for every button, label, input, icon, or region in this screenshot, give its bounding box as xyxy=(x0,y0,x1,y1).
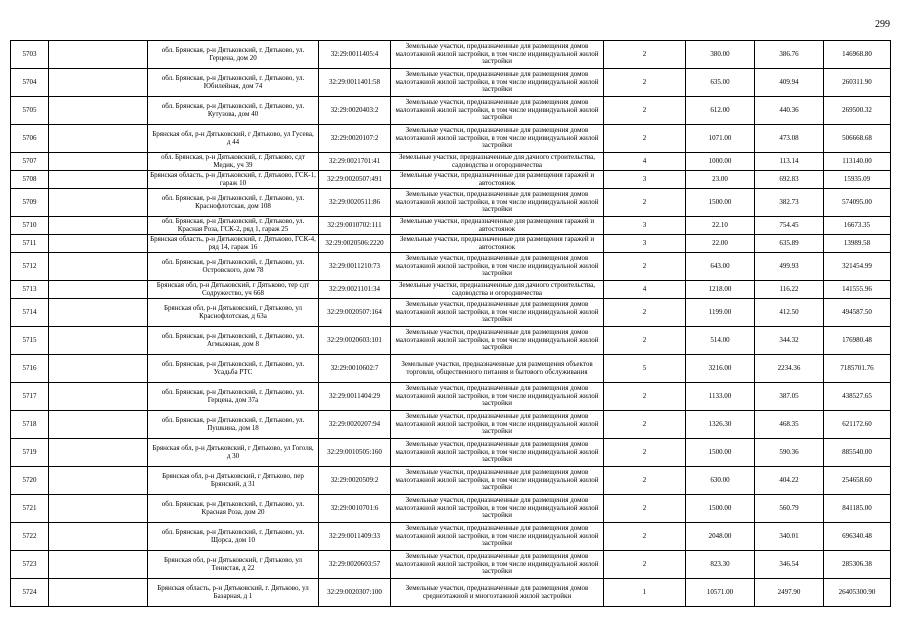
cadastral-number-cell: 32:29:0021701:41 xyxy=(319,153,391,171)
cadastral-number-cell: 32:29:0020603:57 xyxy=(319,551,391,579)
table-row xyxy=(11,171,891,189)
cadastral-value-cell: 7185701.76 xyxy=(824,355,891,383)
group-cell: 4 xyxy=(604,153,686,171)
address-cell: обл. Брянская, р-н Дятьковский, г. Дятьково, ул. Островского, дом 78 xyxy=(148,253,319,281)
specific-value-cell: 754.45 xyxy=(755,217,824,235)
blank-cell xyxy=(49,327,148,355)
table-row xyxy=(11,235,891,253)
table-row xyxy=(11,383,891,411)
cadastral-value-cell: 885540.00 xyxy=(824,439,891,467)
blank-cell xyxy=(49,125,148,153)
specific-value-cell: 412.50 xyxy=(755,299,824,327)
cadastral-value-cell: 621172.60 xyxy=(824,411,891,439)
cadastral-value-cell: 254658.60 xyxy=(824,467,891,495)
land-use-cell: Земельные участки, предназначенные для размещения домов малоэтажной жилой застройки, в том числе индивидуальной жилой застройки xyxy=(391,125,604,153)
row-number: 5713 xyxy=(11,281,49,299)
land-use-cell: Земельные участки, предназначенные для размещения домов малоэтажной жилой застройки, в том числе индивидуальной жилой застройки xyxy=(391,495,604,523)
area-cell: 1326.30 xyxy=(686,411,755,439)
specific-value-cell: 346.54 xyxy=(755,551,824,579)
specific-value-cell: 590.36 xyxy=(755,439,824,467)
area-cell: 1071.00 xyxy=(686,125,755,153)
blank-cell xyxy=(49,235,148,253)
table-row xyxy=(11,97,891,125)
cadastral-value-cell: 113140.00 xyxy=(824,153,891,171)
row-number: 5712 xyxy=(11,253,49,281)
address-cell: обл. Брянская, р-н Дятьковский, г. Дятьково, ул. Герцена, дом 37а xyxy=(148,383,319,411)
land-use-cell: Земельные участки, предназначенные для размещения домов малоэтажной жилой застройки, в том числе индивидуальной жилой застройки xyxy=(391,439,604,467)
cadastral-value-cell: 16673.35 xyxy=(824,217,891,235)
address-cell: Брянская обл, р-н Дятьковский, г Дятьково, пер Брянский, д 31 xyxy=(148,467,319,495)
group-cell: 2 xyxy=(604,383,686,411)
cadastral-value-cell: 696340.48 xyxy=(824,523,891,551)
group-cell: 2 xyxy=(604,439,686,467)
land-use-cell: Земельные участки, предназначенные для размещения объектов торговли, общественного питания и бытового обслуживания xyxy=(391,355,604,383)
row-number: 5706 xyxy=(11,125,49,153)
blank-cell xyxy=(49,467,148,495)
land-use-cell: Земельные участки, предназначенные для размещения домов малоэтажной жилой застройки, в том числе индивидуальной жилой застройки xyxy=(391,41,604,69)
row-number: 5720 xyxy=(11,467,49,495)
cadastral-value-cell: 26405300.90 xyxy=(824,579,891,607)
area-cell: 643.00 xyxy=(686,253,755,281)
specific-value-cell: 692.83 xyxy=(755,171,824,189)
table-row xyxy=(11,411,891,439)
area-cell: 612.00 xyxy=(686,97,755,125)
row-number: 5710 xyxy=(11,217,49,235)
group-cell: 2 xyxy=(604,41,686,69)
area-cell: 823.30 xyxy=(686,551,755,579)
land-use-cell: Земельные участки, предназначенные для размещения домов малоэтажной жилой застройки, в том числе индивидуальной жилой застройки xyxy=(391,467,604,495)
table-row xyxy=(11,467,891,495)
row-number: 5709 xyxy=(11,189,49,217)
address-cell: Брянская обл, р-н Дятьковский, г Дятьково, ул Краснофлотская, д 63а xyxy=(148,299,319,327)
land-use-cell: Земельные участки, предназначенные для размещения домов малоэтажной жилой застройки, в том числе индивидуальной жилой застройки xyxy=(391,189,604,217)
row-number: 5722 xyxy=(11,523,49,551)
area-cell: 1500.00 xyxy=(686,439,755,467)
area-cell: 22.00 xyxy=(686,235,755,253)
address-cell: обл. Брянская, р-н Дятьковский, г. Дятьково, ул. Усадьба РТС xyxy=(148,355,319,383)
table-row xyxy=(11,189,891,217)
cadastral-value-cell: 494587.50 xyxy=(824,299,891,327)
cadastral-value-cell: 841185.00 xyxy=(824,495,891,523)
cadastral-value-cell: 141555.96 xyxy=(824,281,891,299)
blank-cell xyxy=(49,253,148,281)
address-cell: Брянская область, р-н Дятьковский, г. Дятьково, ГСК-4, ряд 14, гараж 16 xyxy=(148,235,319,253)
row-number: 5711 xyxy=(11,235,49,253)
area-cell: 23.00 xyxy=(686,171,755,189)
cadastral-value-cell: 146968.80 xyxy=(824,41,891,69)
address-cell: Брянская обл, р-н Дятьковский, г Дятьково, ул Тенистая, д 22 xyxy=(148,551,319,579)
cadastral-number-cell: 32:29:0011409:33 xyxy=(319,523,391,551)
area-cell: 1500.00 xyxy=(686,189,755,217)
cadastral-value-cell: 260311.90 xyxy=(824,69,891,97)
table-row xyxy=(11,299,891,327)
specific-value-cell: 116.22 xyxy=(755,281,824,299)
land-use-cell: Земельные участки, предназначенные для размещения домов малоэтажной жилой застройки, в том числе индивидуальной жилой застройки xyxy=(391,299,604,327)
address-cell: Брянская область, р-н Дятьковский, г. Дятьково, ул Базарная, д 1 xyxy=(148,579,319,607)
group-cell: 2 xyxy=(604,327,686,355)
area-cell: 10571.00 xyxy=(686,579,755,607)
row-number: 5721 xyxy=(11,495,49,523)
cadastral-number-cell: 32:29:0010602:7 xyxy=(319,355,391,383)
group-cell: 2 xyxy=(604,551,686,579)
cadastral-number-cell: 32:29:0020507:491 xyxy=(319,171,391,189)
cadastral-number-cell: 32:29:0011404:29 xyxy=(319,383,391,411)
row-number: 5716 xyxy=(11,355,49,383)
address-cell: обл. Брянская, р-н Дятьковский, г. Дятьково, ул. Краснофлотская, дом 108 xyxy=(148,189,319,217)
cadastral-number-cell: 32:29:0010505:160 xyxy=(319,439,391,467)
table-row xyxy=(11,253,891,281)
row-number: 5719 xyxy=(11,439,49,467)
address-cell: обл. Брянская, р-н Дятьковский, г. Дятьково, ул. Кутузова, дом 40 xyxy=(148,97,319,125)
address-cell: обл. Брянская, р-н Дятьковский, г. Дятьково, ул. Красная Роза, дом 20 xyxy=(148,495,319,523)
cadastral-value-cell: 438527.65 xyxy=(824,383,891,411)
cadastral-value-cell: 506668.68 xyxy=(824,125,891,153)
cadastral-value-cell: 13989.58 xyxy=(824,235,891,253)
blank-cell xyxy=(49,97,148,125)
cadastral-number-cell: 32:29:0021101:34 xyxy=(319,281,391,299)
address-cell: обл. Брянская, р-н Дятьковский, г. Дятьково, ул. Агмыжная, дом 8 xyxy=(148,327,319,355)
cadastral-number-cell: 32:29:0020511:86 xyxy=(319,189,391,217)
land-use-cell: Земельные участки, предназначенные для дачного строительства, садоводства и огородничества xyxy=(391,281,604,299)
blank-cell xyxy=(49,69,148,97)
address-cell: обл. Брянская, р-н Дятьковский, г. Дятьково, ул. Красная Роза, ГСК-2, ряд 1, гараж 25 xyxy=(148,217,319,235)
group-cell: 2 xyxy=(604,467,686,495)
table-row xyxy=(11,41,891,69)
specific-value-cell: 2234.36 xyxy=(755,355,824,383)
blank-cell xyxy=(49,383,148,411)
cadastral-number-cell: 32:29:0010701:6 xyxy=(319,495,391,523)
cadastral-number-cell: 32:29:0011401:58 xyxy=(319,69,391,97)
row-number: 5705 xyxy=(11,97,49,125)
address-cell: Брянская область, р-н Дятьковский, г. Дятьково, ГСК-1, гараж 10 xyxy=(148,171,319,189)
table-row xyxy=(11,495,891,523)
blank-cell xyxy=(49,495,148,523)
address-cell: Брянская обл, р-н Дятьковский, г Дятьково, ул Гусева, д 44 xyxy=(148,125,319,153)
address-cell: обл. Брянская, р-н Дятьковский, г. Дятьково, ул. Пушкина, дом 18 xyxy=(148,411,319,439)
specific-value-cell: 387.05 xyxy=(755,383,824,411)
specific-value-cell: 2497.90 xyxy=(755,579,824,607)
specific-value-cell: 468.35 xyxy=(755,411,824,439)
specific-value-cell: 499.93 xyxy=(755,253,824,281)
cadastral-value-table xyxy=(10,40,891,607)
row-number: 5703 xyxy=(11,41,49,69)
area-cell: 630.00 xyxy=(686,467,755,495)
address-cell: обл. Брянская, р-н Дятьковский, г. Дятьково, ул. Юбилейная, дом 74 xyxy=(148,69,319,97)
area-cell: 1218.00 xyxy=(686,281,755,299)
row-number: 5708 xyxy=(11,171,49,189)
specific-value-cell: 386.76 xyxy=(755,41,824,69)
land-use-cell: Земельные участки, предназначенные для размещения домов малоэтажной жилой застройки, в том числе индивидуальной жилой застройки xyxy=(391,383,604,411)
cadastral-number-cell: 32:29:0020506:2220 xyxy=(319,235,391,253)
specific-value-cell: 382.73 xyxy=(755,189,824,217)
land-use-cell: Земельные участки, предназначенные для размещения гаражей и автостоянок xyxy=(391,217,604,235)
group-cell: 2 xyxy=(604,523,686,551)
specific-value-cell: 113.14 xyxy=(755,153,824,171)
blank-cell xyxy=(49,411,148,439)
area-cell: 1000.00 xyxy=(686,153,755,171)
land-use-cell: Земельные участки, предназначенные для дачного строительства, садоводства и огородничества xyxy=(391,153,604,171)
cadastral-number-cell: 32:29:0010702:111 xyxy=(319,217,391,235)
group-cell: 3 xyxy=(604,217,686,235)
row-number: 5714 xyxy=(11,299,49,327)
table-row xyxy=(11,523,891,551)
address-cell: обл. Брянская, р-н Дятьковский, г. Дятьково, сдт Медик, уч 39 xyxy=(148,153,319,171)
blank-cell xyxy=(49,551,148,579)
table-row xyxy=(11,327,891,355)
cadastral-value-cell: 285306.38 xyxy=(824,551,891,579)
table-row xyxy=(11,355,891,383)
specific-value-cell: 473.08 xyxy=(755,125,824,153)
cadastral-number-cell: 32:29:0020207:94 xyxy=(319,411,391,439)
area-cell: 1500.00 xyxy=(686,495,755,523)
address-cell: Брянская обл, р-н Дятьковский, г Дятьково, тер сдт Содружество, уч 668 xyxy=(148,281,319,299)
area-cell: 2048.00 xyxy=(686,523,755,551)
specific-value-cell: 440.36 xyxy=(755,97,824,125)
blank-cell xyxy=(49,299,148,327)
row-number: 5715 xyxy=(11,327,49,355)
cadastral-value-cell: 574095.00 xyxy=(824,189,891,217)
blank-cell xyxy=(49,217,148,235)
specific-value-cell: 560.79 xyxy=(755,495,824,523)
cadastral-number-cell: 32:29:0011210:73 xyxy=(319,253,391,281)
group-cell: 4 xyxy=(604,281,686,299)
land-use-cell: Земельные участки, предназначенные для размещения домов малоэтажной жилой застройки, в том числе индивидуальной жилой застройки xyxy=(391,411,604,439)
group-cell: 2 xyxy=(604,97,686,125)
row-number: 5717 xyxy=(11,383,49,411)
address-cell: обл. Брянская, р-н Дятьковский, г. Дятьково, ул. Щорса, дом 10 xyxy=(148,523,319,551)
cadastral-number-cell: 32:29:0020603:101 xyxy=(319,327,391,355)
row-number: 5718 xyxy=(11,411,49,439)
page-number: 299 xyxy=(875,19,890,30)
area-cell: 1199.00 xyxy=(686,299,755,327)
specific-value-cell: 409.94 xyxy=(755,69,824,97)
cadastral-value-cell: 321454.99 xyxy=(824,253,891,281)
group-cell: 2 xyxy=(604,69,686,97)
row-number: 5707 xyxy=(11,153,49,171)
table-row xyxy=(11,153,891,171)
blank-cell xyxy=(49,41,148,69)
cadastral-value-cell: 15935.09 xyxy=(824,171,891,189)
table-row xyxy=(11,439,891,467)
blank-cell xyxy=(49,523,148,551)
specific-value-cell: 340.01 xyxy=(755,523,824,551)
land-use-cell: Земельные участки, предназначенные для размещения гаражей и автостоянок xyxy=(391,235,604,253)
blank-cell xyxy=(49,189,148,217)
area-cell: 22.10 xyxy=(686,217,755,235)
area-cell: 380.00 xyxy=(686,41,755,69)
address-cell: обл. Брянская, р-н Дятьковский, г. Дятьково, ул. Герцена, дом 20 xyxy=(148,41,319,69)
group-cell: 2 xyxy=(604,253,686,281)
land-use-cell: Земельные участки, предназначенные для размещения домов малоэтажной жилой застройки, в том числе индивидуальной жилой застройки xyxy=(391,523,604,551)
land-use-cell: Земельные участки, предназначенные для размещения домов среднеэтажной и многоэтажной жилой застройки xyxy=(391,579,604,607)
cadastral-number-cell: 32:29:0020107:2 xyxy=(319,125,391,153)
specific-value-cell: 344.32 xyxy=(755,327,824,355)
cadastral-value-cell: 176980.48 xyxy=(824,327,891,355)
group-cell: 5 xyxy=(604,355,686,383)
cadastral-number-cell: 32:29:0020403:2 xyxy=(319,97,391,125)
area-cell: 514.00 xyxy=(686,327,755,355)
group-cell: 2 xyxy=(604,125,686,153)
row-number: 5724 xyxy=(11,579,49,607)
blank-cell xyxy=(49,439,148,467)
group-cell: 2 xyxy=(604,299,686,327)
group-cell: 3 xyxy=(604,171,686,189)
blank-cell xyxy=(49,153,148,171)
blank-cell xyxy=(49,579,148,607)
group-cell: 2 xyxy=(604,189,686,217)
land-use-cell: Земельные участки, предназначенные для размещения домов малоэтажной жилой застройки, в том числе индивидуальной жилой застройки xyxy=(391,97,604,125)
cadastral-number-cell: 32:29:0011405:4 xyxy=(319,41,391,69)
table-row xyxy=(11,125,891,153)
land-use-cell: Земельные участки, предназначенные для размещения гаражей и автостоянок xyxy=(391,171,604,189)
address-cell: Брянская обл, р-н Дятьковский, г Дятьково, ул Гоголя, д 30 xyxy=(148,439,319,467)
group-cell: 3 xyxy=(604,235,686,253)
land-use-cell: Земельные участки, предназначенные для размещения домов малоэтажной жилой застройки, в том числе индивидуальной жилой застройки xyxy=(391,551,604,579)
area-cell: 3216.00 xyxy=(686,355,755,383)
land-use-cell: Земельные участки, предназначенные для размещения домов малоэтажной жилой застройки, в том числе индивидуальной жилой застройки xyxy=(391,69,604,97)
cadastral-number-cell: 32:29:0020509:2 xyxy=(319,467,391,495)
group-cell: 1 xyxy=(604,579,686,607)
group-cell: 2 xyxy=(604,411,686,439)
table-row xyxy=(11,551,891,579)
blank-cell xyxy=(49,171,148,189)
table-row xyxy=(11,217,891,235)
table-row xyxy=(11,579,891,607)
group-cell: 2 xyxy=(604,495,686,523)
blank-cell xyxy=(49,281,148,299)
area-cell: 1133.00 xyxy=(686,383,755,411)
land-use-cell: Земельные участки, предназначенные для размещения домов малоэтажной жилой застройки, в том числе индивидуальной жилой застройки xyxy=(391,253,604,281)
table-row xyxy=(11,69,891,97)
specific-value-cell: 404.22 xyxy=(755,467,824,495)
table-row xyxy=(11,281,891,299)
blank-cell xyxy=(49,355,148,383)
specific-value-cell: 635.89 xyxy=(755,235,824,253)
row-number: 5704 xyxy=(11,69,49,97)
cadastral-value-cell: 269500.32 xyxy=(824,97,891,125)
cadastral-number-cell: 32:29:0020507:164 xyxy=(319,299,391,327)
area-cell: 635.00 xyxy=(686,69,755,97)
row-number: 5723 xyxy=(11,551,49,579)
cadastral-number-cell: 32:29:0020307:100 xyxy=(319,579,391,607)
land-use-cell: Земельные участки, предназначенные для размещения домов малоэтажной жилой застройки, в том числе индивидуальной жилой застройки xyxy=(391,327,604,355)
